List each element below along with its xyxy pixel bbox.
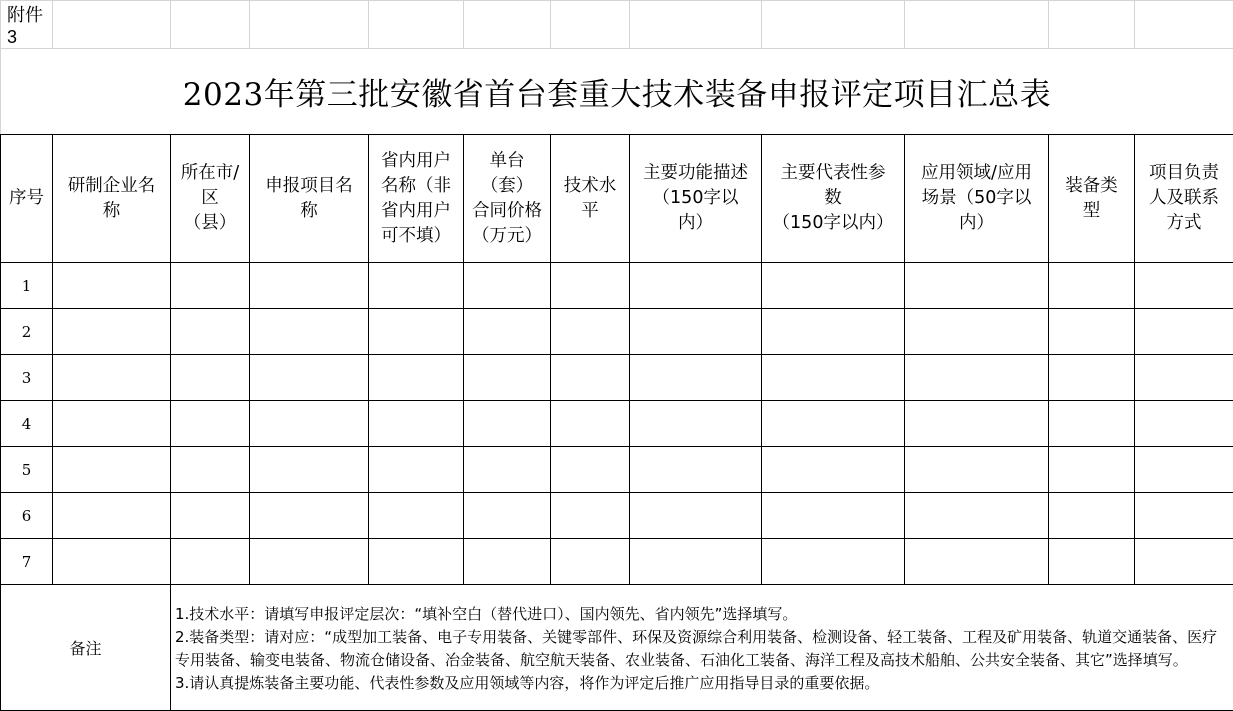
cell[interactable] <box>369 309 464 355</box>
cell[interactable] <box>630 263 762 309</box>
cell[interactable] <box>551 493 630 539</box>
cell[interactable] <box>762 263 905 309</box>
cell[interactable] <box>53 447 171 493</box>
cell[interactable] <box>1049 263 1135 309</box>
cell[interactable] <box>250 355 369 401</box>
cell[interactable] <box>630 493 762 539</box>
cell[interactable] <box>369 539 464 585</box>
cell[interactable] <box>464 263 551 309</box>
header-cell[interactable]: 申报项目名 称 <box>250 135 369 263</box>
cell[interactable] <box>1135 355 1233 401</box>
cell[interactable] <box>250 493 369 539</box>
cell[interactable] <box>1135 263 1233 309</box>
cell[interactable] <box>464 1 551 49</box>
cell[interactable] <box>53 1 171 49</box>
cell[interactable] <box>551 355 630 401</box>
cell[interactable] <box>171 1 250 49</box>
header-cell[interactable]: 应用领域/应用 场景（50字以 内） <box>905 135 1049 263</box>
row-number[interactable]: 3 <box>1 355 53 401</box>
cell[interactable] <box>630 309 762 355</box>
cell[interactable] <box>630 539 762 585</box>
cell[interactable] <box>250 1 369 49</box>
note-line: 2.装备类型：请对应：“成型加工装备、电子专用装备、关键零部件、环保及资源综合利用装备、检测设备、轻工装备、工程及矿用装备、轨道交通装备、医疗专用装备、输变电装备、物流仓储设备、冶金装备、航空航天装备、农业装备、石油化工装备、海洋工程及高技术船舶、公共安全装备、其它”选择填写。 <box>175 626 1229 672</box>
notes-body[interactable] <box>171 585 1233 711</box>
cell[interactable] <box>250 539 369 585</box>
cell[interactable] <box>464 309 551 355</box>
cell[interactable] <box>464 447 551 493</box>
cell[interactable] <box>762 539 905 585</box>
cell[interactable] <box>369 493 464 539</box>
row-number[interactable]: 1 <box>1 263 53 309</box>
cell[interactable] <box>171 447 250 493</box>
note-line: 3.请认真提炼装备主要功能、代表性参数及应用领域等内容，将作为评定后推广应用指导目录的重要依据。 <box>175 672 1229 695</box>
header-cell[interactable]: 主要功能描述 （150字以 内） <box>630 135 762 263</box>
header-cell[interactable]: 技术水 平 <box>551 135 630 263</box>
header-cell[interactable]: 单台（套） 合同价格 （万元） <box>464 135 551 263</box>
row-number[interactable]: 5 <box>1 447 53 493</box>
cell[interactable] <box>250 447 369 493</box>
cell[interactable] <box>53 401 171 447</box>
cell[interactable] <box>1135 309 1233 355</box>
cell[interactable] <box>369 263 464 309</box>
table-row <box>1 401 1233 447</box>
header-row <box>1 135 1233 263</box>
cell[interactable] <box>762 447 905 493</box>
header-cell[interactable]: 序号 <box>1 135 53 263</box>
cell[interactable] <box>762 309 905 355</box>
table-row <box>1 447 1233 493</box>
cell[interactable] <box>464 355 551 401</box>
note-line: 1.技术水平：请填写申报评定层次：“填补空白（替代进口）、国内领先、省内领先”选择填写。 <box>175 603 1229 626</box>
cell[interactable] <box>464 401 551 447</box>
header-cell[interactable]: 所在市/ 区 （县） <box>171 135 250 263</box>
cell[interactable] <box>630 1 762 49</box>
cell[interactable] <box>551 447 630 493</box>
cell[interactable] <box>762 493 905 539</box>
header-cell[interactable]: 项目负责 人及联系 方式 <box>1135 135 1233 263</box>
cell[interactable] <box>53 355 171 401</box>
cell[interactable] <box>1049 1 1135 49</box>
data-rows <box>1 263 1233 585</box>
cell[interactable] <box>905 539 1049 585</box>
cell[interactable] <box>1135 401 1233 447</box>
title-row <box>1 49 1233 135</box>
cell[interactable] <box>464 539 551 585</box>
cell[interactable] <box>762 355 905 401</box>
row-number[interactable]: 2 <box>1 309 53 355</box>
cell[interactable] <box>171 401 250 447</box>
cell[interactable] <box>905 1 1049 49</box>
table-row <box>1 263 1233 309</box>
table-row <box>1 355 1233 401</box>
cell[interactable] <box>369 401 464 447</box>
cell[interactable] <box>171 309 250 355</box>
cell[interactable] <box>630 447 762 493</box>
cell[interactable] <box>551 263 630 309</box>
attachment-row <box>1 1 1233 49</box>
cell[interactable] <box>762 1 905 49</box>
cell[interactable] <box>905 355 1049 401</box>
cell[interactable] <box>551 539 630 585</box>
cell[interactable] <box>53 263 171 309</box>
cell[interactable] <box>53 309 171 355</box>
cell[interactable] <box>250 263 369 309</box>
cell[interactable] <box>1135 539 1233 585</box>
cell[interactable] <box>250 401 369 447</box>
header-cell[interactable]: 研制企业名 称 <box>53 135 171 263</box>
cell[interactable] <box>171 355 250 401</box>
cell[interactable] <box>630 355 762 401</box>
cell[interactable] <box>369 355 464 401</box>
table-row <box>1 539 1233 585</box>
cell[interactable] <box>1049 355 1135 401</box>
row-number[interactable]: 4 <box>1 401 53 447</box>
row-number[interactable]: 6 <box>1 493 53 539</box>
table-row <box>1 493 1233 539</box>
cell[interactable] <box>551 1 630 49</box>
cell[interactable] <box>53 493 171 539</box>
cell[interactable] <box>1135 447 1233 493</box>
cell[interactable] <box>369 447 464 493</box>
notes-row <box>1 585 1233 711</box>
cell[interactable] <box>905 309 1049 355</box>
header-cell[interactable]: 主要代表性参 数 （150字以内） <box>762 135 905 263</box>
cell[interactable] <box>905 263 1049 309</box>
cell[interactable] <box>1049 539 1135 585</box>
row-number[interactable]: 7 <box>1 539 53 585</box>
cell[interactable] <box>905 447 1049 493</box>
header-cell[interactable]: 省内用户 名称（非 省内用户 可不填） <box>369 135 464 263</box>
cell[interactable] <box>1049 493 1135 539</box>
attachment-label[interactable]: 附件3 <box>1 1 53 49</box>
cell[interactable] <box>1135 1 1233 49</box>
cell[interactable] <box>551 309 630 355</box>
table-row <box>1 309 1233 355</box>
notes-label[interactable]: 备注 <box>1 585 171 711</box>
page-title[interactable]: 2023年第三批安徽省首台套重大技术装备申报评定项目汇总表 <box>1 49 1233 135</box>
cell[interactable] <box>1135 493 1233 539</box>
cell[interactable] <box>53 539 171 585</box>
cell[interactable] <box>171 539 250 585</box>
cell[interactable] <box>762 401 905 447</box>
cell[interactable] <box>1049 401 1135 447</box>
cell[interactable] <box>1049 447 1135 493</box>
cell[interactable] <box>250 309 369 355</box>
cell[interactable] <box>171 263 250 309</box>
cell[interactable] <box>171 493 250 539</box>
cell[interactable] <box>630 401 762 447</box>
cell[interactable] <box>1049 309 1135 355</box>
cell[interactable] <box>369 1 464 49</box>
header-cell[interactable]: 装备类 型 <box>1049 135 1135 263</box>
cell[interactable] <box>464 493 551 539</box>
cell[interactable] <box>551 401 630 447</box>
cell[interactable] <box>905 401 1049 447</box>
cell[interactable] <box>905 493 1049 539</box>
